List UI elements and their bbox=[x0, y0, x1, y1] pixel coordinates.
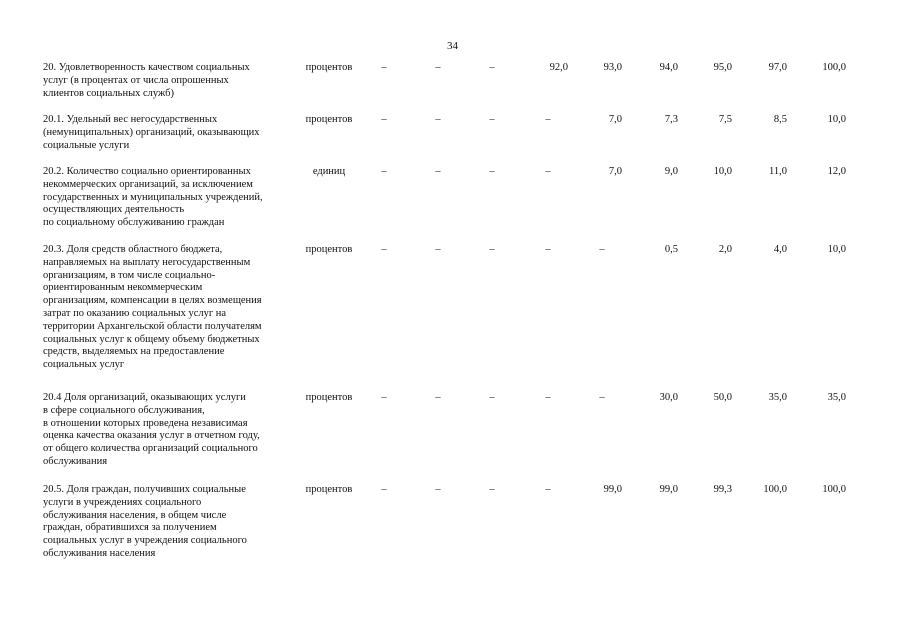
indicator-value: 0,5 bbox=[664, 244, 678, 255]
indicator-value: – bbox=[489, 62, 495, 73]
indicator-value: – bbox=[381, 62, 387, 73]
indicator-unit: процентов bbox=[305, 392, 353, 403]
indicator-value: 99,0 bbox=[659, 484, 678, 495]
indicator-name: 20.2. Количество социально ориентированных некоммерческих организаций, за исключением государственных и муниципальных учреждений, осуществляющих деятельность по социальному обслуживанию граждан bbox=[43, 166, 263, 229]
indicator-value: 93,0 bbox=[603, 62, 622, 73]
indicator-value: – bbox=[489, 166, 495, 177]
indicator-value: – bbox=[545, 392, 551, 403]
indicator-value: – bbox=[545, 484, 551, 495]
indicator-value: 12,0 bbox=[827, 166, 846, 177]
indicator-value: 99,3 bbox=[713, 484, 732, 495]
indicator-value: 10,0 bbox=[713, 166, 732, 177]
indicator-value: – bbox=[435, 244, 441, 255]
indicator-value: – bbox=[381, 114, 387, 125]
indicator-value: 97,0 bbox=[768, 62, 787, 73]
indicator-unit: процентов bbox=[305, 484, 353, 495]
indicator-value: 7,3 bbox=[664, 114, 678, 125]
indicator-name: 20.5. Доля граждан, получивших социальные услуги в учреждениях социального обслуживания населения, в общем числе граждан, обратившихся за получением социальных услуг в учреждения социального обслуживания населения bbox=[43, 484, 247, 559]
indicator-value: 100,0 bbox=[822, 484, 846, 495]
indicator-value: 7,0 bbox=[608, 166, 622, 177]
indicator-unit: процентов bbox=[305, 244, 353, 255]
indicator-value: 35,0 bbox=[768, 392, 787, 403]
indicator-name: 20.1. Удельный вес негосударственных (немуниципальных) организаций, оказывающих социальные услуги bbox=[43, 114, 260, 151]
indicator-value: 7,5 bbox=[718, 114, 732, 125]
indicator-value: 8,5 bbox=[773, 114, 787, 125]
indicator-value: – bbox=[435, 166, 441, 177]
indicator-value: – bbox=[435, 392, 441, 403]
indicator-value: – bbox=[599, 392, 605, 403]
indicator-value: – bbox=[435, 484, 441, 495]
indicator-name: 20. Удовлетворенность качеством социальных услуг (в процентах от числа опрошенных клиентов социальных служб) bbox=[43, 62, 250, 99]
page-number: 34 bbox=[447, 40, 458, 52]
indicator-value: – bbox=[489, 484, 495, 495]
indicator-value: 2,0 bbox=[718, 244, 732, 255]
indicator-value: 9,0 bbox=[664, 166, 678, 177]
indicator-value: 30,0 bbox=[659, 392, 678, 403]
indicator-value: 35,0 bbox=[827, 392, 846, 403]
indicator-value: – bbox=[381, 166, 387, 177]
indicator-value: – bbox=[489, 244, 495, 255]
indicator-value: – bbox=[381, 484, 387, 495]
indicator-unit: процентов bbox=[305, 114, 353, 125]
indicator-value: – bbox=[381, 244, 387, 255]
indicator-value: 99,0 bbox=[603, 484, 622, 495]
indicator-value: 10,0 bbox=[827, 244, 846, 255]
indicator-unit: единиц bbox=[312, 166, 346, 177]
indicator-value: 10,0 bbox=[827, 114, 846, 125]
indicator-value: – bbox=[599, 244, 605, 255]
indicator-value: 95,0 bbox=[713, 62, 732, 73]
indicator-value: – bbox=[435, 114, 441, 125]
indicator-value: – bbox=[545, 114, 551, 125]
indicator-value: – bbox=[489, 392, 495, 403]
indicator-value: 11,0 bbox=[769, 166, 787, 177]
indicator-value: 7,0 bbox=[608, 114, 622, 125]
indicator-value: 100,0 bbox=[763, 484, 787, 495]
indicator-name: 20.3. Доля средств областного бюджета, направляемых на выплату негосударственным организациям, в том числе социально- ориентированным некоммерческим организациям, компенсации в целях возмещения затрат по оказанию социальных услуг на территории Архангельской области получателям социальных услуг к общему объему бюджетных средств, выделяемых на предоставление социальных услуг bbox=[43, 244, 262, 371]
indicator-value: 92,0 bbox=[549, 62, 568, 73]
indicator-value: – bbox=[545, 244, 551, 255]
indicator-value: – bbox=[381, 392, 387, 403]
indicator-value: 50,0 bbox=[713, 392, 732, 403]
indicator-value: 4,0 bbox=[773, 244, 787, 255]
indicator-value: – bbox=[489, 114, 495, 125]
indicator-unit: процентов bbox=[305, 62, 353, 73]
indicator-value: 100,0 bbox=[822, 62, 846, 73]
indicator-value: – bbox=[545, 166, 551, 177]
indicator-value: 94,0 bbox=[659, 62, 678, 73]
indicator-name: 20.4 Доля организаций, оказывающих услуги в сфере социального обслуживания, в отношении которых проведена независимая оценка качества оказания услуг в отчетном году, от общего количества организаций социального обслуживания bbox=[43, 392, 260, 467]
indicator-value: – bbox=[435, 62, 441, 73]
